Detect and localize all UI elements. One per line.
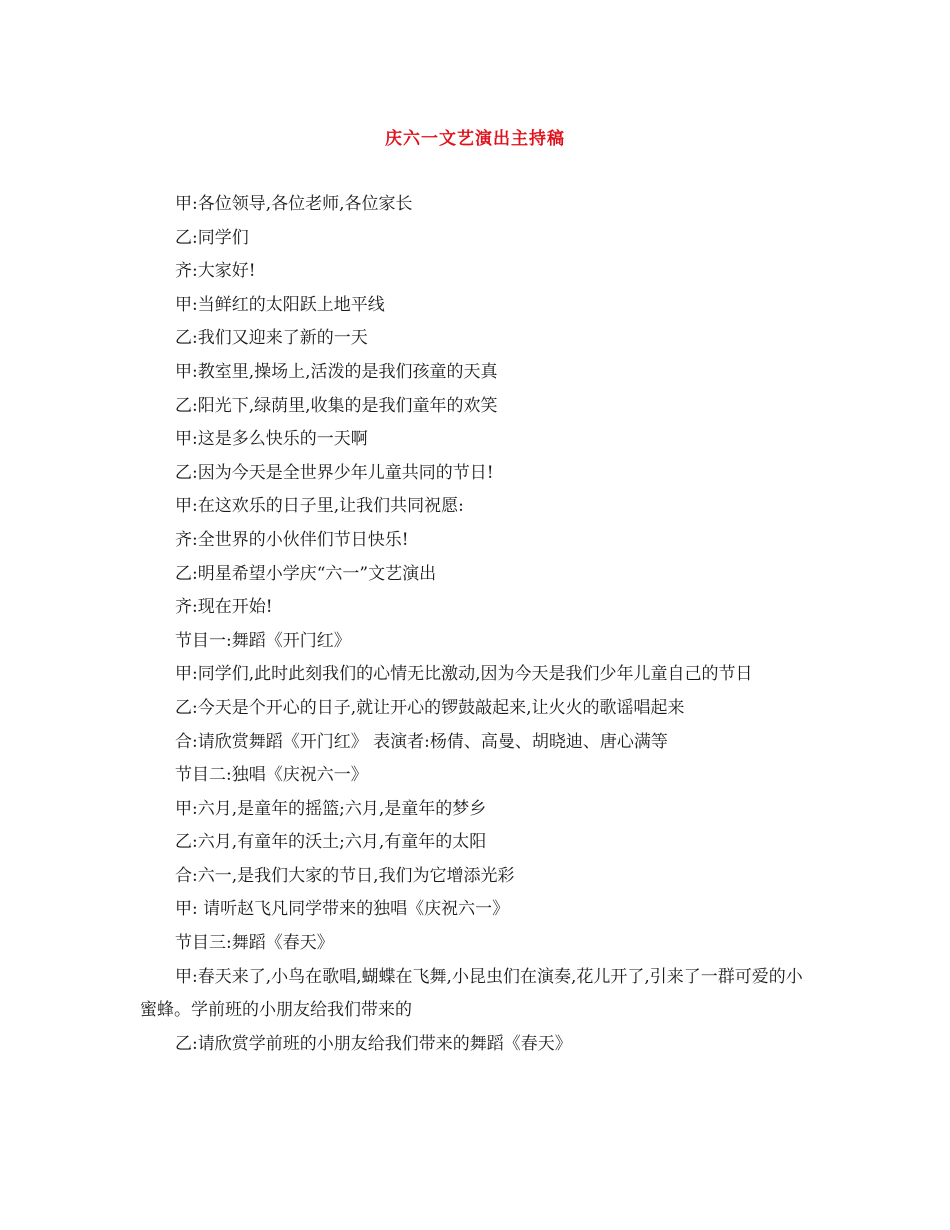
script-line: 甲:同学们,此时此刻我们的心情无比激动,因为今天是我们少年儿童自己的节日 xyxy=(175,664,753,685)
script-line: 乙:请欣赏学前班的小朋友给我们带来的舞蹈《春天》 xyxy=(175,1033,572,1054)
document-body xyxy=(140,188,815,1061)
script-line: 甲:在这欢乐的日子里,让我们共同祝愿: xyxy=(175,496,464,517)
script-line: 乙:今天是个开心的日子,就让开心的锣鼓敲起来,让火火的歌谣唱起来 xyxy=(175,697,685,718)
script-line: 乙:我们又迎来了新的一天 xyxy=(175,328,368,349)
program-heading: 节目一:舞蹈《开门红》 xyxy=(175,630,351,651)
script-line: 甲:教室里,操场上,活泼的是我们孩童的天真 xyxy=(175,361,498,382)
script-line: 乙:明星希望小学庆“六一”文艺演出 xyxy=(175,563,437,584)
program-heading: 节目二:独唱《庆祝六一》 xyxy=(175,765,368,786)
script-line: 乙:阳光下,绿荫里,收集的是我们童年的欢笑 xyxy=(175,395,498,416)
script-line: 甲: 请听赵飞凡同学带来的独唱《庆祝六一》 xyxy=(175,899,510,920)
script-line: 乙:六月,有童年的沃土;六月,有童年的太阳 xyxy=(175,832,487,853)
script-line: 齐:大家好! xyxy=(175,261,256,282)
script-line: 甲:这是多么快乐的一天啊 xyxy=(175,429,368,450)
script-line: 乙:因为今天是全世界少年儿童共同的节日! xyxy=(175,462,494,483)
script-line: 齐:全世界的小伙伴们节日快乐! xyxy=(175,529,409,550)
script-line: 甲:当鲜红的太阳跃上地平线 xyxy=(175,294,385,315)
script-line: 甲:春天来了,小鸟在歌唱,蝴蝶在飞舞,小昆虫们在演奏,花儿开了,引来了一群可爱的小蜜蜂。学前班的小朋友给我们带来的 xyxy=(140,966,803,1021)
script-line: 齐:现在开始! xyxy=(175,597,273,618)
document-title: 庆六一文艺演出主持稿 xyxy=(385,129,565,149)
program-heading: 节目三:舞蹈《春天》 xyxy=(175,933,334,954)
script-line: 合:请欣赏舞蹈《开门红》 表演者:杨倩、高曼、胡晓迪、唐心满等 xyxy=(175,731,668,752)
script-line: 甲:各位领导,各位老师,各位家长 xyxy=(175,194,413,214)
script-line: 甲:六月,是童年的摇篮;六月,是童年的梦乡 xyxy=(175,798,487,819)
script-line: 合:六一,是我们大家的节日,我们为它增添光彩 xyxy=(175,865,515,886)
script-line: 乙:同学们 xyxy=(175,227,249,248)
